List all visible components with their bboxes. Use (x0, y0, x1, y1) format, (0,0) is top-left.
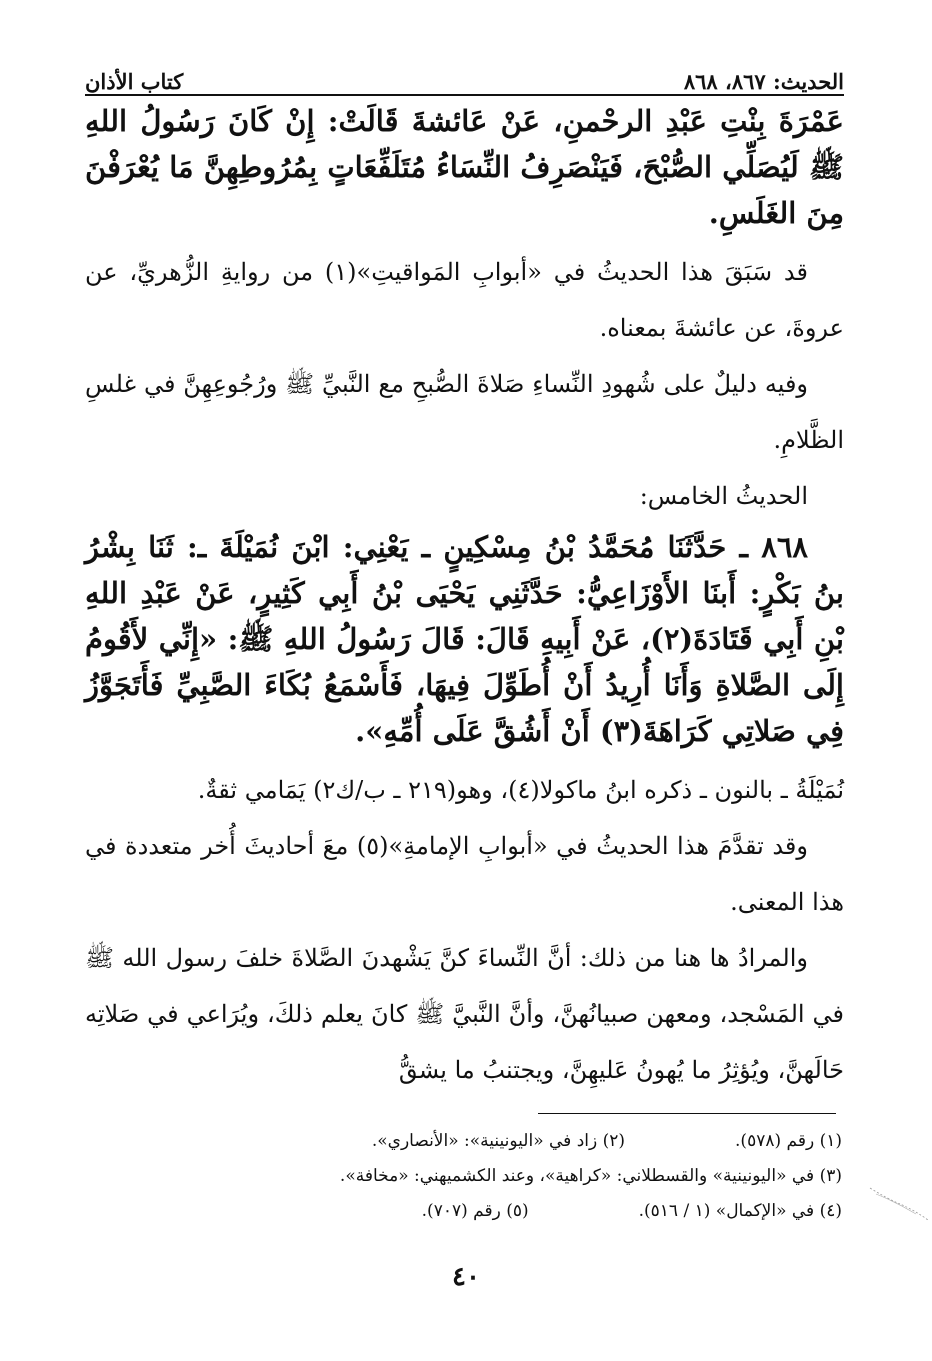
header-rule (85, 94, 844, 96)
header-book-title: كتاب الأذان (85, 69, 184, 94)
footnote-row (160, 1194, 842, 1229)
footnote-5: (٥) رقم (٧٠٧). (421, 1201, 529, 1221)
section-heading: الحديثُ الخامس: (639, 482, 808, 510)
commentary-paragraph: وفيه دليلٌ على شُهودِ النِّساءِ صَلاةَ الصُّبحِ مع النَّبيِّ ﷺ ورُجُوعِهِنَّ في غلسِ الظَّلامِ. (85, 370, 844, 454)
footnote-4: (٤) في «الإكمال» (١ / ٥١٦). (638, 1201, 842, 1221)
commentary-paragraph: والمرادُ ها هنا من ذلك: أنَّ النِّساءَ كنَّ يَشْهدنَ الصَّلاةَ خلفَ رسول الله ﷺ في المَسْجد، ومعهن صبيانُهنَّ، وأنَّ النَّبيَّ ﷺ كانَ يعلم ذلكَ، ويُرَاعي في صَلاتِه حَالَهنَّ، ويُؤثِرُ ما يُهونُ عَليهِنَّ، ويجتنبُ ما يشقُّ (85, 944, 844, 1084)
running-header (85, 60, 844, 94)
main-text (85, 98, 844, 1098)
footnote-separator (538, 1113, 836, 1114)
hadith-868-text: ٨٦٨ ـ حَدَّثَنَا مُحَمَّدُ بْنُ مِسْكِينٍ ـ يَعْنِي: ابْنَ نُمَيْلَةَ ـ: ثَنَا بِشْرُ بنُ بَكْرٍ: أَبنَا الأَوْزَاعِيُّ: حَدَّثَنِي يَحْيَى بْنُ أَبِي كَثِيرٍ، عَنْ عَبْدِ اللهِ بْنِ أَبِي قَتَادَةَ(٢)، عَنْ أَبِيهِ قَالَ: قَالَ رَسُولُ اللهِ ﷺ: «إِنِّي لأَقُومُ إِلَى الصَّلاةِ وَأَنَا أُرِيدُ أَنْ أُطَوِّلَ فِيهَا، فَأَسْمَعُ بُكَاءَ الصَّبِيِّ فَأَتَجَوَّزُ فِي صَلاتِي كَرَاهَةَ(٣) أَنْ أَشُقَّ عَلَى أُمِّهِ». (85, 530, 844, 748)
footnote-1: (١) رقم (٥٧٨). (735, 1131, 842, 1151)
footnote-row (160, 1124, 842, 1159)
commentary-paragraph: وقد تقدَّمَ هذا الحديثُ في «أبوابِ الإمامةِ»(٥) معَ أحاديثَ أُخر متعددة في هذا المعنى. (85, 832, 844, 916)
footnotes (160, 1124, 842, 1229)
footnote-row (160, 1159, 842, 1194)
commentary-paragraph: نُمَيْلَةُ ـ بالنون ـ ذكره ابنُ ماكولا(٤)، وهو(٢١٩ ـ ب/ك٢) يَمَامي ثقةٌ. (197, 776, 844, 804)
header-hadith-numbers: الحديث: ٨٦٧، ٨٦٨ (683, 69, 844, 94)
page-number: ٤٠ (452, 1262, 480, 1292)
commentary-paragraph: قد سَبَقَ هذا الحديثُ في «أبوابِ المَواقيتِ»(١) من روايةِ الزُّهريِّ، عن عروةَ، عن عائشةَ بمعناه. (85, 258, 844, 342)
hadith-867-text: عَمْرَةَ بِنْتِ عَبْدِ الرحْمنِ، عَنْ عَائشةَ قَالَتْ: إِنْ كَانَ رَسُولُ اللهِ ﷺ لَيُصَلِّي الصُّبْحَ، فَيَنْصَرِفُ النِّسَاءُ مُتَلَفِّعَاتٍ بِمُرُوطِهِنَّ مَا يُعْرَفْنَ مِنَ الغَلَسِ. (85, 104, 844, 230)
footnote-3: (٣) في «اليونينية» والقسطلاني: «كراهية»، وعند الكشميهني: «مخافة». (339, 1166, 842, 1186)
footnote-2: (٢) زاد في «اليونينية»: «الأنصاري». (371, 1131, 626, 1151)
pencil-mark (866, 1180, 932, 1240)
